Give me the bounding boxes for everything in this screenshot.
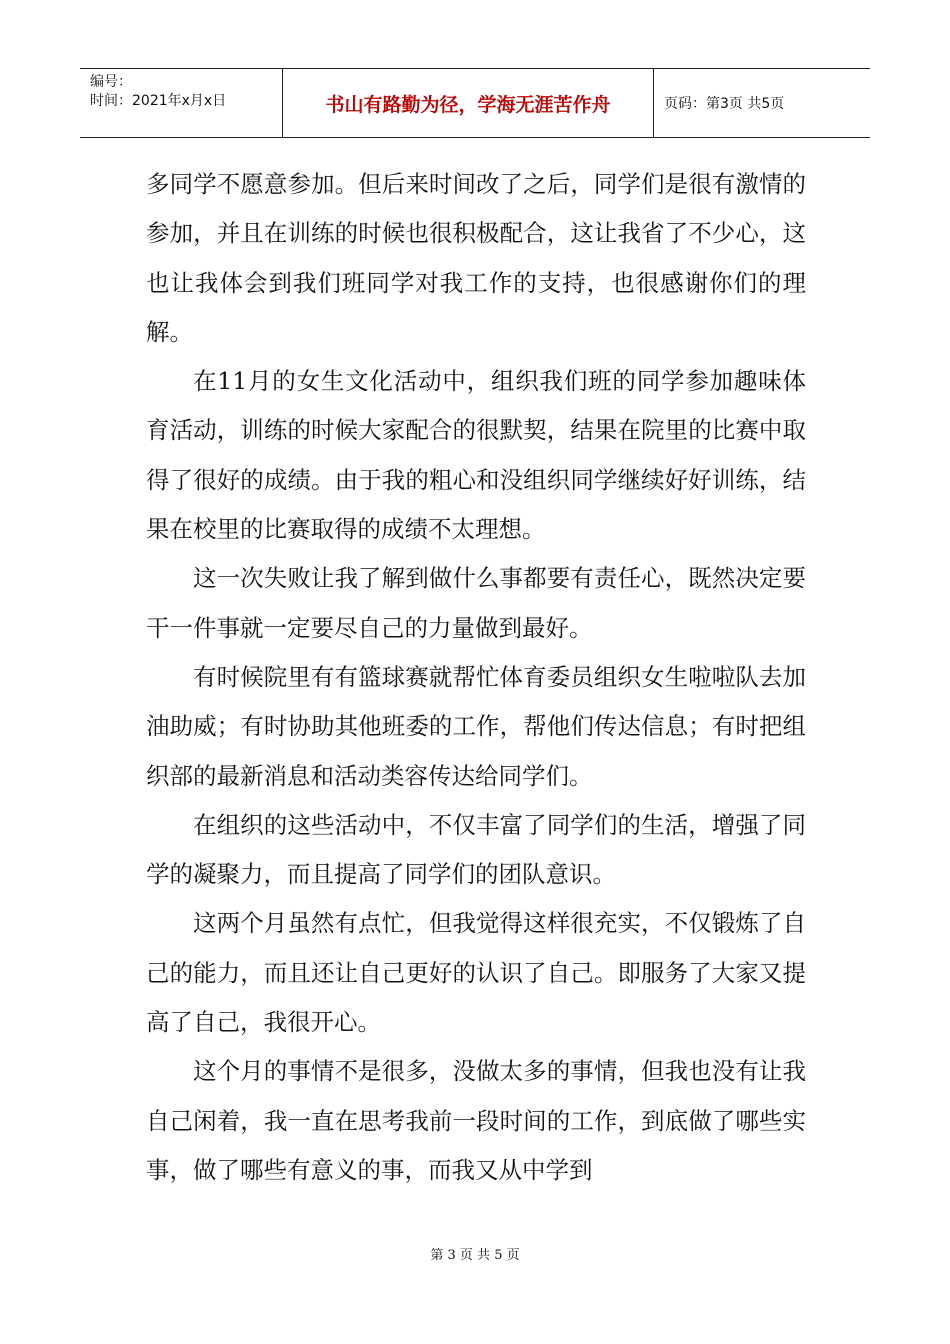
paragraph: 这个月的事情不是很多，没做太多的事情，但我也没有让我自己闲着，我一直在思考我前一段时间的工作，到底做了哪些实事，做了哪些有意义的事，而我又从中学到: [146, 1057, 806, 1184]
header-page-label: 页码：第3页 共5页: [664, 96, 785, 112]
header-meta: [80, 69, 283, 137]
page-footer: 第 3 页 共 5 页: [430, 1248, 520, 1263]
paragraph: 这两个月虽然有点忙，但我觉得这样很充实，不仅锻炼了自己的能力，而且还让自己更好的认识了自己。即服务了大家又提高了自己，我很开心。: [146, 909, 806, 1037]
header-time-label: 时间：2021年x月x日: [90, 93, 227, 109]
header-number-label: 编号：: [90, 74, 132, 90]
paragraph: 有时候院里有有篮球赛就帮忙体育委员组织女生啦啦队去加油助威；有时协助其他班委的工作，帮他们传达信息；有时把组织部的最新消息和活动类容传达给同学们。: [146, 662, 806, 790]
paragraph-continued: 多同学不愿意参加。但后来时间改了之后，同学们是很有激情的参加，并且在训练的时候也很积极配合，这让我省了不少心，这也让我体会到我们班同学对我工作的支持，也很感谢你们的理解。: [146, 170, 806, 346]
document-body: [146, 160, 806, 1195]
paragraph: 在组织的这些活动中，不仅丰富了同学们的生活，增强了同学的凝聚力，而且提高了同学们的团队意识。: [146, 810, 806, 889]
page-header: [80, 68, 870, 138]
paragraph: 这一次失败让我了解到做什么事都要有责任心，既然决定要干一件事就一定要尽自己的力量做到最好。: [146, 564, 806, 642]
header-motto: 书山有路勤为径，学海无涯苦作舟: [283, 69, 654, 137]
paragraph: 在11月的女生文化活动中，组织我们班的同学参加趣味体育活动，训练的时候大家配合的很默契，结果在院里的比赛中取得了很好的成绩。由于我的粗心和没组织同学继续好好训练，结果在校里的比赛取得的成绩不太理想。: [146, 367, 806, 544]
